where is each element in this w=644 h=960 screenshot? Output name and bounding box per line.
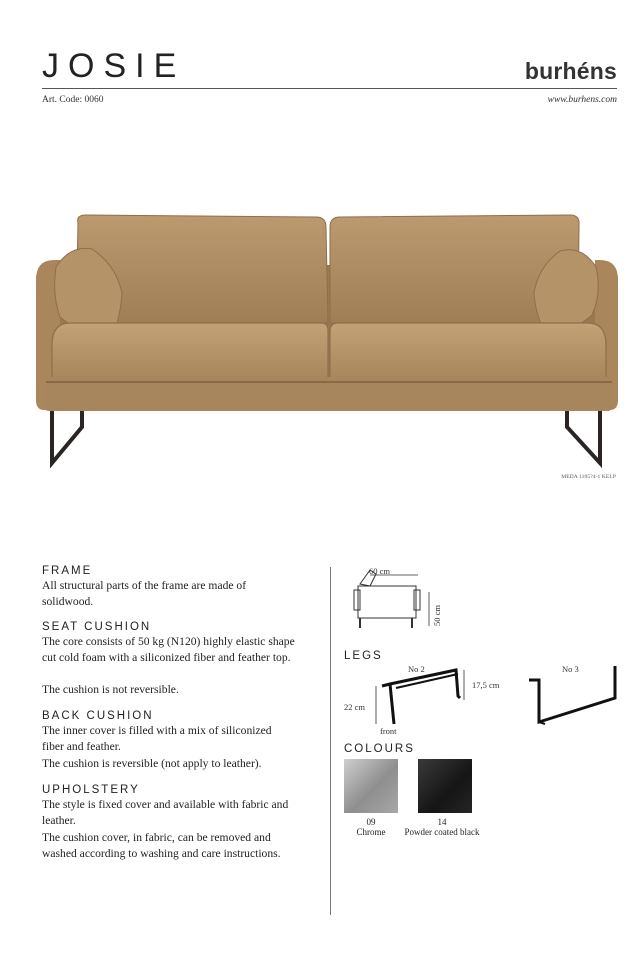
leg-depth-label: 22 cm <box>344 702 366 712</box>
leg-no2-drawing <box>372 664 472 728</box>
fabric-caption: MEDA 1105?4-1 KELP <box>561 474 616 480</box>
colours-heading: COLOURS <box>344 743 415 755</box>
height-label: 50 cm <box>432 604 442 626</box>
leg-front-label: front <box>380 726 397 736</box>
sofa-leg-left <box>52 405 82 463</box>
leg-no3-drawing <box>525 662 620 726</box>
legs-heading: LEGS <box>344 650 383 662</box>
back-cushion-text-2: The cushion is reversible (not apply to leather). <box>42 757 262 770</box>
seat-cushion-heading: SEAT CUSHION <box>42 621 152 633</box>
upholstery-text-2: The cushion cover, in fabric, can be removed and washed according to washing and care instructions. <box>42 831 281 860</box>
frame-text: All structural parts of the frame are made of solidwood. <box>42 579 247 608</box>
upholstery-heading: UPHOLSTERY <box>42 784 140 796</box>
frame-heading: FRAME <box>42 565 93 577</box>
header-divider <box>42 88 617 89</box>
leg-no2-label: No 2 <box>408 664 425 674</box>
seat-cushion-text-2: The cushion is not reversible. <box>42 683 179 696</box>
upholstery-text-1: The style is fixed cover and available with fabric and leather. <box>42 798 289 827</box>
colour-name-black: Powder coated black <box>404 827 480 837</box>
colour-code-black: 14 <box>437 817 447 827</box>
back-cushion-heading: BACK CUSHION <box>42 710 154 722</box>
colour-code-chrome: 09 <box>366 817 376 827</box>
leg-no3-label: No 3 <box>562 664 579 674</box>
back-cushion-text-1: The inner cover is filled with a mix of siliconized fiber and feather. <box>42 724 272 753</box>
colour-swatch-black[interactable] <box>418 759 472 813</box>
seat-cushion-text-1: The core consists of 50 kg (N120) highly elastic shape cut cold foam with a siliconized fiber and feather top. <box>42 635 295 664</box>
sofa-image <box>30 205 622 470</box>
colour-swatch-chrome[interactable] <box>344 759 398 813</box>
website-link[interactable]: www.burhens.com <box>547 95 617 105</box>
brand-logo: burhéns <box>524 58 617 84</box>
sofa-leg-right <box>567 405 600 463</box>
column-divider <box>330 567 331 915</box>
depth-label: 60 cm <box>369 566 391 576</box>
leg-height-label: 17,5 cm <box>472 680 500 690</box>
art-code: Art. Code: 0060 <box>42 95 104 105</box>
colour-name-chrome: Chrome <box>356 827 386 837</box>
product-title: JOSIE <box>42 47 186 85</box>
